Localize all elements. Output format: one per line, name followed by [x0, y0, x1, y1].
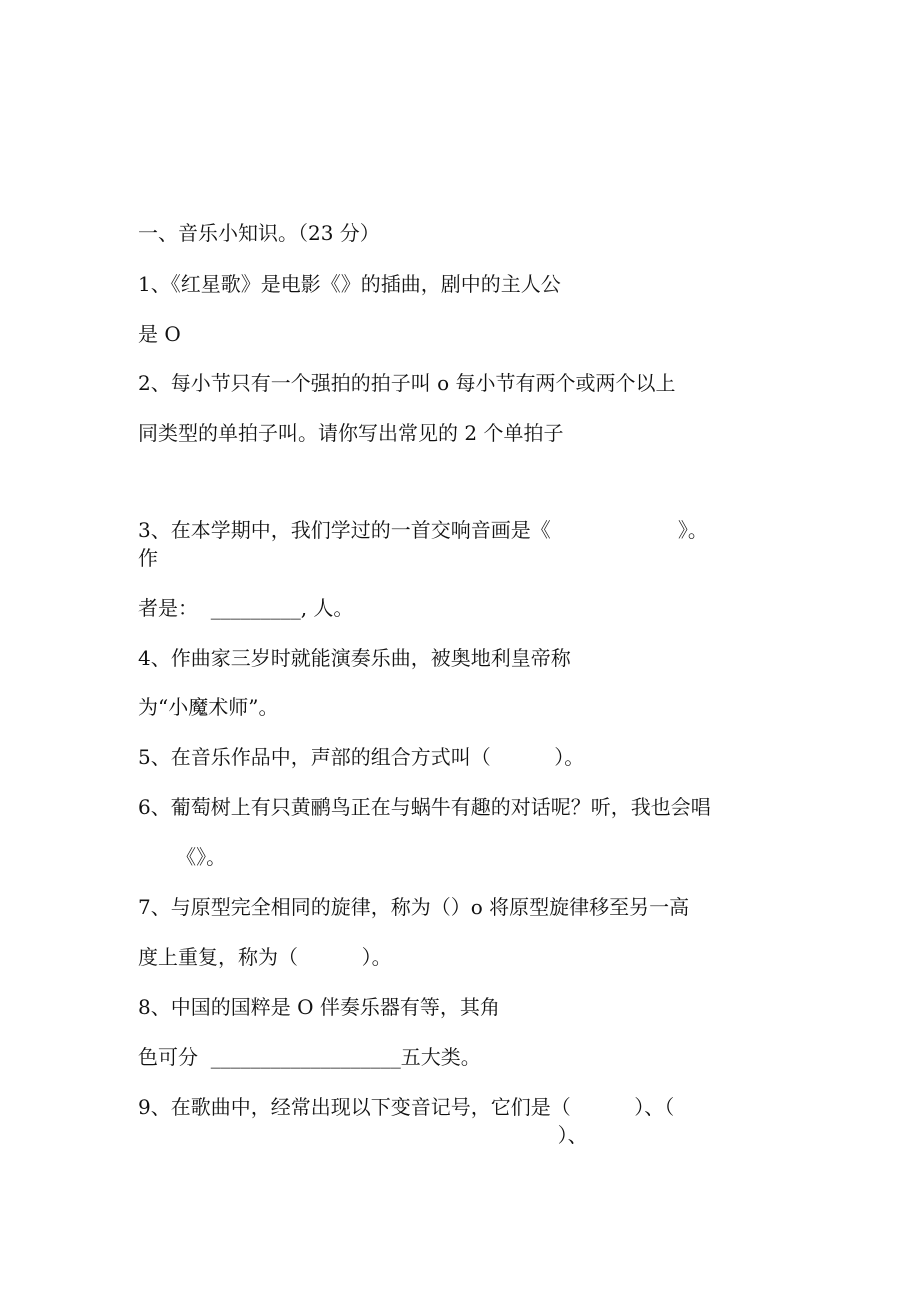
section-heading: 一、音乐小知识。（23 分）	[138, 221, 380, 245]
question-8-line-1: 8、中国的国粹是 O 伴奏乐器有等，其角	[138, 995, 500, 1019]
question-1-line-2: 是 O	[138, 322, 181, 346]
question-6-line-2: 《》。	[138, 845, 227, 869]
question-4-line-1: 4、作曲家三岁时就能演奏乐曲，被奥地利皇帝称	[138, 646, 571, 670]
question-2-line-2: 同类型的单拍子叫。请你写出常见的 2 个单拍子	[138, 421, 564, 445]
question-7-line-1: 7、与原型完全相同的旋律，称为（）o 将原型旋律移至另一高	[138, 895, 690, 919]
question-3-line-2: 作	[138, 546, 158, 570]
question-8-line-2: 色可分 ___________________五大类。	[138, 1045, 481, 1069]
question-9-line-2: ）、	[138, 1123, 588, 1147]
question-5-line-1: 5、在音乐作品中，声部的组合方式叫（ ）。	[138, 745, 585, 769]
question-4-line-2: 为“小魔术师”。	[138, 695, 279, 719]
question-9-line-1: 9、在歌曲中，经常出现以下变音记号，它们是（ ）、（	[138, 1095, 675, 1119]
question-3-line-1: 3、在本学期中，我们学过的一首交响音画是《 》。	[138, 518, 708, 542]
question-1-line-1: 1、《红星歌》是电影《》的插曲，剧中的主人公	[138, 272, 561, 296]
question-7-line-2: 度上重复，称为（ ）。	[138, 945, 392, 969]
question-6-line-1: 6、葡萄树上有只黄鹂鸟正在与蜗牛有趣的对话呢？听，我也会唱	[138, 795, 711, 819]
question-2-line-1: 2、每小节只有一个强拍的拍子叫 o 每小节有两个或两个以上	[138, 371, 676, 395]
question-3-line-3: 者是： _________, 人。	[138, 596, 354, 620]
